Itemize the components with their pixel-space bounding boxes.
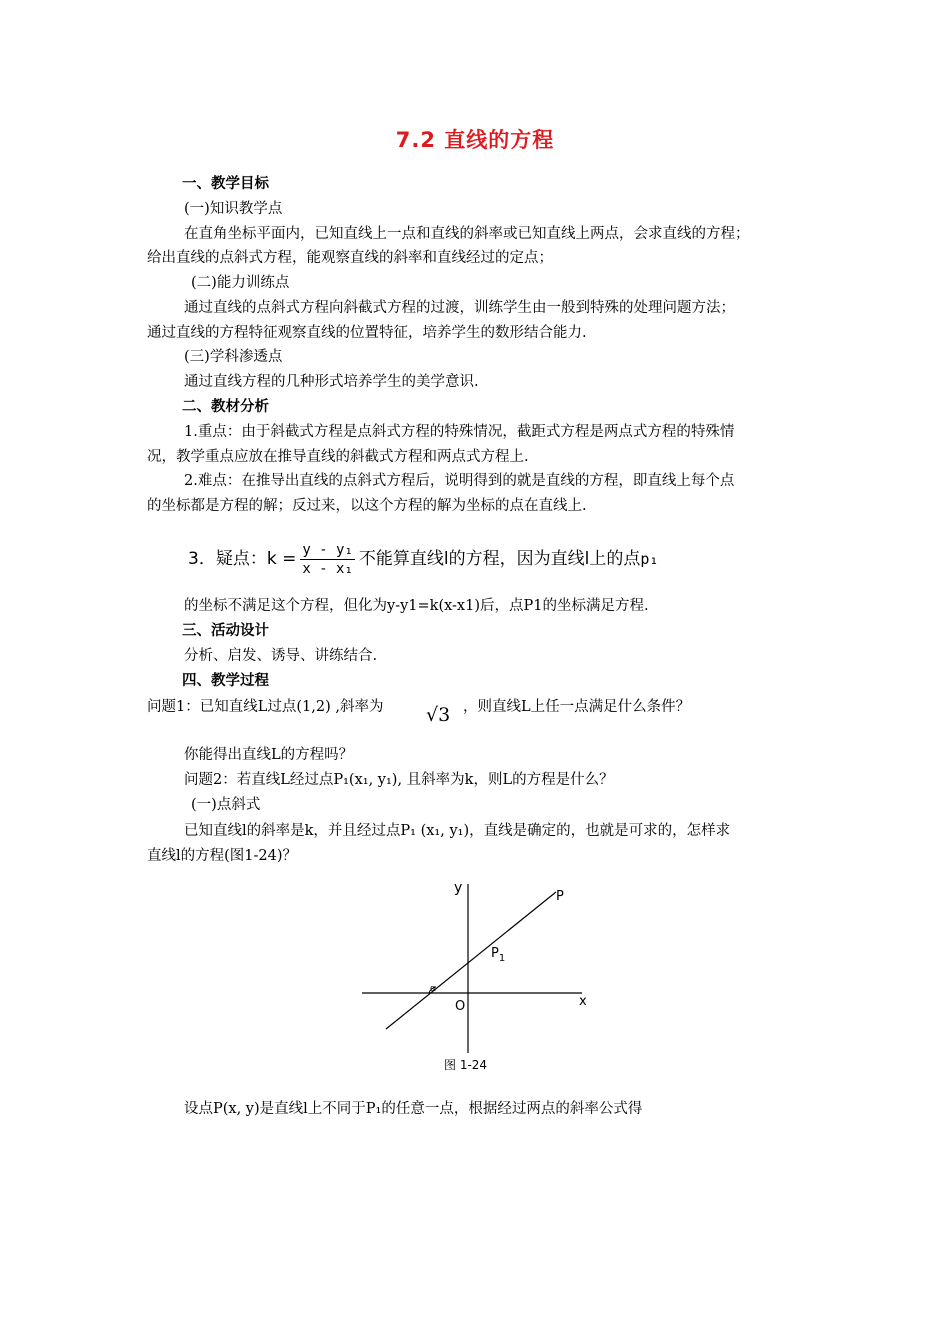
section-heading-1: 一、教学目标 <box>182 176 269 192</box>
paragraph-line: 况，教学重点应放在推导直线的斜截式方程和两点式方程上. <box>147 449 529 465</box>
y-axis-label: y <box>454 880 463 896</box>
origin-label: O <box>455 999 466 1014</box>
paragraph-line: 通过直线方程的几种形式培养学生的美学意识. <box>184 374 479 390</box>
section-heading-2: 二、教材分析 <box>182 399 269 415</box>
paragraph-line: 1.重点：由于斜截式方程是点斜式方程的特殊情况，截距式方程是两点式方程的特殊情 <box>184 424 735 440</box>
paragraph-line: 通过直线的方程特征观察直线的位置特征，培养学生的数形结合能力. <box>147 325 587 341</box>
slope-fraction <box>300 541 355 578</box>
paragraph-line: 你能得出直线L的方程吗？ <box>184 747 354 763</box>
paragraph-line: 在直角坐标平面内，已知直线上一点和直线的斜率或已知直线上两点，会求直线的方程； <box>184 226 750 242</box>
point-p1-label: p₁ <box>640 550 659 568</box>
section-heading-3: 三、活动设计 <box>182 623 269 639</box>
figure-1-24 <box>350 878 600 1078</box>
x-axis-label: x <box>579 994 587 1009</box>
subsection-heading: (二)能力训练点 <box>191 275 290 291</box>
doubt-point-line <box>188 539 658 579</box>
paragraph-line: 2.难点：在推导出直线的点斜式方程后，说明得到的就是直线的方程，即直线上每个点 <box>184 473 735 489</box>
fraction-denominator: x - x₁ <box>302 560 353 577</box>
p1-letter: P <box>491 946 499 961</box>
fraction-numerator: y - y₁ <box>302 541 353 558</box>
paragraph-line: 分析、启发、诱导、讲练结合. <box>184 648 378 664</box>
paragraph-line: 的坐标不满足这个方程，但化为y-y1=k(x-x1)后，点P1的坐标满足方程. <box>184 598 649 614</box>
question-2: 问题2：若直线L经过点P₁(x₁, y₁), 且斜率为k，则L的方程是什么？ <box>184 772 614 788</box>
paragraph-line: 的坐标都是方程的解；反过来，以这个方程的解为坐标的点在直线上. <box>147 498 587 514</box>
section-heading-4: 四、教学过程 <box>182 673 269 689</box>
doubt-point-prefix: 3．疑点：k = <box>188 549 297 569</box>
p1-subscript: 1 <box>498 953 506 964</box>
paragraph-line: 已知直线l的斜率是k，并且经过点P₁ (x₁, y₁)，直线是确定的，也就是可求的，怎样求 <box>184 823 731 839</box>
page-title: 7.2 直线的方程 <box>395 128 555 152</box>
subsection-heading: (一)知识教学点 <box>184 201 283 217</box>
point-p-label: P <box>556 889 564 904</box>
subsection-heading: (三)学科渗透点 <box>184 349 283 365</box>
subsection-heading: (一)点斜式 <box>191 797 261 813</box>
sqrt-three: √3 <box>426 704 451 726</box>
line-l <box>386 892 556 1029</box>
alpha-label: α <box>430 984 436 994</box>
question-1-part-a: 问题1：已知直线L过点(1,2) ,斜率为 <box>147 699 384 715</box>
point-p1-label <box>491 946 505 964</box>
figure-caption: 图 1-24 <box>444 1058 488 1072</box>
paragraph-line: 设点P(x, y)是直线l上不同于P₁的任意一点，根据经过两点的斜率公式得 <box>184 1101 643 1117</box>
paragraph-line: 给出直线的点斜式方程，能观察直线的斜率和直线经过的定点； <box>147 250 553 266</box>
paragraph-line: 直线l的方程(图1-24)？ <box>147 848 298 864</box>
question-1-part-b: ，则直线L上任一点满足什么条件？ <box>463 699 691 715</box>
doubt-point-suffix: 不能算直线l的方程，因为直线l上的点 <box>358 549 641 569</box>
paragraph-line: 通过直线的点斜式方程向斜截式方程的过渡，训练学生由一般到特殊的处理问题方法； <box>184 300 735 316</box>
